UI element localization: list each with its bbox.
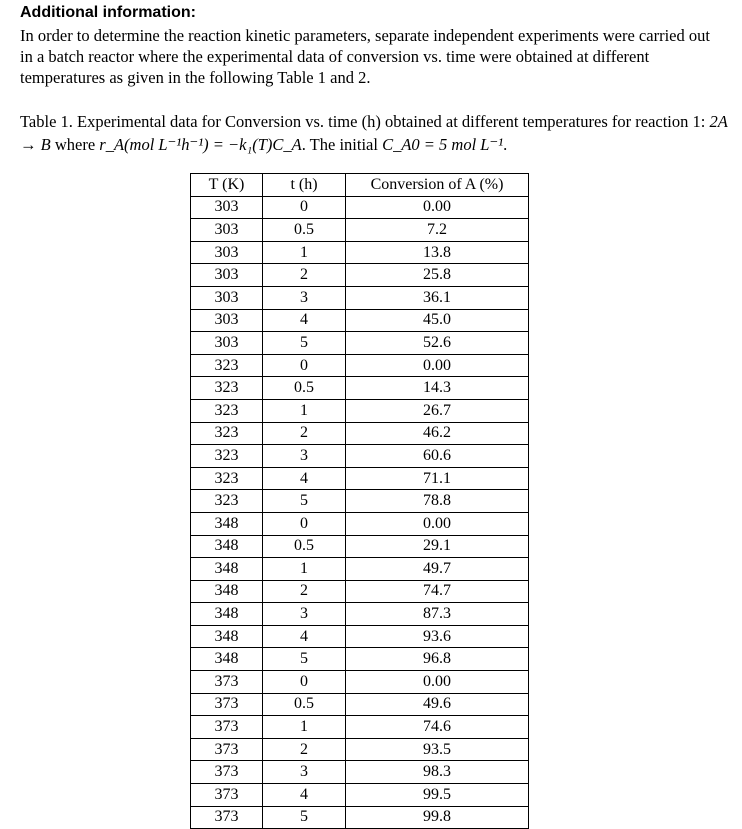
cell-temperature: 348 [191,580,263,603]
table-row [191,219,529,242]
cell-temperature: 323 [191,445,263,468]
cell-conversion: 14.3 [346,377,529,400]
table-row [191,377,529,400]
cell-time: 5 [263,806,346,829]
cell-time: 1 [263,241,346,264]
conversion-table [190,173,529,829]
cell-temperature: 303 [191,196,263,219]
cell-time: 4 [263,784,346,807]
table-header-row [191,174,529,197]
cell-temperature: 303 [191,332,263,355]
cell-temperature: 348 [191,648,263,671]
caption-end: . [503,135,508,154]
table-row [191,264,529,287]
table-row [191,648,529,671]
cell-temperature: 348 [191,603,263,626]
cell-time: 5 [263,648,346,671]
section-heading: Additional information: [20,4,196,21]
cell-time: 5 [263,332,346,355]
cell-temperature: 373 [191,806,263,829]
cell-time: 4 [263,625,346,648]
cell-temperature: 348 [191,558,263,581]
cell-time: 2 [263,738,346,761]
cell-conversion: 78.8 [346,490,529,513]
cell-conversion: 99.5 [346,784,529,807]
cell-conversion: 74.7 [346,580,529,603]
cell-conversion: 0.00 [346,196,529,219]
table-row [191,309,529,332]
cell-conversion: 87.3 [346,603,529,626]
cell-conversion: 96.8 [346,648,529,671]
cell-conversion: 0.00 [346,671,529,694]
table-row [191,445,529,468]
cell-conversion: 98.3 [346,761,529,784]
caption-lead: Table 1. Experimental data for Conversion vs. time (h) obtained at different temperatures for reaction 1: [20,112,710,131]
cell-temperature: 303 [191,286,263,309]
cell-time: 0 [263,354,346,377]
cell-conversion: 25.8 [346,264,529,287]
cell-temperature: 373 [191,761,263,784]
cell-conversion: 7.2 [346,219,529,242]
header-time: t (h) [263,174,346,197]
cell-conversion: 0.00 [346,354,529,377]
cell-time: 3 [263,761,346,784]
table-row [191,761,529,784]
table-row [191,738,529,761]
cell-temperature: 323 [191,399,263,422]
cell-temperature: 323 [191,354,263,377]
initial-concentration: C_A0 = 5 mol L⁻¹ [382,135,504,154]
cell-temperature: 373 [191,784,263,807]
cell-temperature: 303 [191,264,263,287]
header-temperature: T (K) [191,174,263,197]
cell-conversion: 0.00 [346,512,529,535]
cell-time: 4 [263,309,346,332]
cell-temperature: 323 [191,490,263,513]
table-row [191,693,529,716]
table-row [191,467,529,490]
cell-time: 1 [263,558,346,581]
table-row [191,625,529,648]
table-caption [20,110,730,156]
caption-initial-text: . The initial [301,135,383,154]
cell-temperature: 348 [191,512,263,535]
cell-time: 0.5 [263,377,346,400]
cell-conversion: 93.6 [346,625,529,648]
cell-time: 4 [263,467,346,490]
intro-paragraph: In order to determine the reaction kinetic parameters, separate independent experiments were carried out in a batch reactor where the experimental data of conversion vs. time were obtained at different temperatures as given in the following Table 1 and 2. [20,26,710,87]
cell-time: 0.5 [263,693,346,716]
table-row [191,671,529,694]
table-row [191,490,529,513]
cell-conversion: 74.6 [346,716,529,739]
cell-time: 2 [263,264,346,287]
table-row [191,196,529,219]
cell-time: 3 [263,603,346,626]
cell-time: 2 [263,580,346,603]
table-row [191,399,529,422]
cell-time: 0 [263,512,346,535]
reaction-equation: 2A → B [20,112,728,154]
cell-temperature: 303 [191,219,263,242]
cell-time: 1 [263,716,346,739]
cell-conversion: 45.0 [346,309,529,332]
cell-time: 3 [263,286,346,309]
cell-conversion: 29.1 [346,535,529,558]
table-row [191,354,529,377]
table-row [191,422,529,445]
cell-conversion: 71.1 [346,467,529,490]
cell-temperature: 373 [191,693,263,716]
table-row [191,603,529,626]
table-row [191,241,529,264]
caption-where: where [50,135,100,154]
cell-conversion: 36.1 [346,286,529,309]
cell-temperature: 373 [191,716,263,739]
cell-temperature: 323 [191,467,263,490]
cell-time: 0.5 [263,219,346,242]
table-row [191,716,529,739]
cell-time: 0.5 [263,535,346,558]
cell-temperature: 303 [191,309,263,332]
cell-time: 2 [263,422,346,445]
cell-temperature: 303 [191,241,263,264]
cell-conversion: 99.8 [346,806,529,829]
cell-temperature: 348 [191,535,263,558]
table-row [191,580,529,603]
table-row [191,286,529,309]
cell-temperature: 348 [191,625,263,648]
cell-temperature: 373 [191,671,263,694]
table-row [191,332,529,355]
cell-temperature: 323 [191,377,263,400]
table-row [191,806,529,829]
table-row [191,512,529,535]
cell-time: 1 [263,399,346,422]
table-row [191,535,529,558]
cell-conversion: 60.6 [346,445,529,468]
cell-conversion: 13.8 [346,241,529,264]
cell-time: 5 [263,490,346,513]
cell-conversion: 93.5 [346,738,529,761]
cell-conversion: 49.7 [346,558,529,581]
cell-temperature: 373 [191,738,263,761]
cell-conversion: 26.7 [346,399,529,422]
header-conversion: Conversion of A (%) [346,174,529,197]
cell-conversion: 46.2 [346,422,529,445]
cell-time: 0 [263,671,346,694]
cell-time: 0 [263,196,346,219]
table-row [191,558,529,581]
cell-conversion: 52.6 [346,332,529,355]
rate-expression: r_A(mol L⁻¹h⁻¹) = −k₁(T)C_A [99,135,302,154]
cell-conversion: 49.6 [346,693,529,716]
cell-temperature: 323 [191,422,263,445]
cell-time: 3 [263,445,346,468]
table-row [191,784,529,807]
